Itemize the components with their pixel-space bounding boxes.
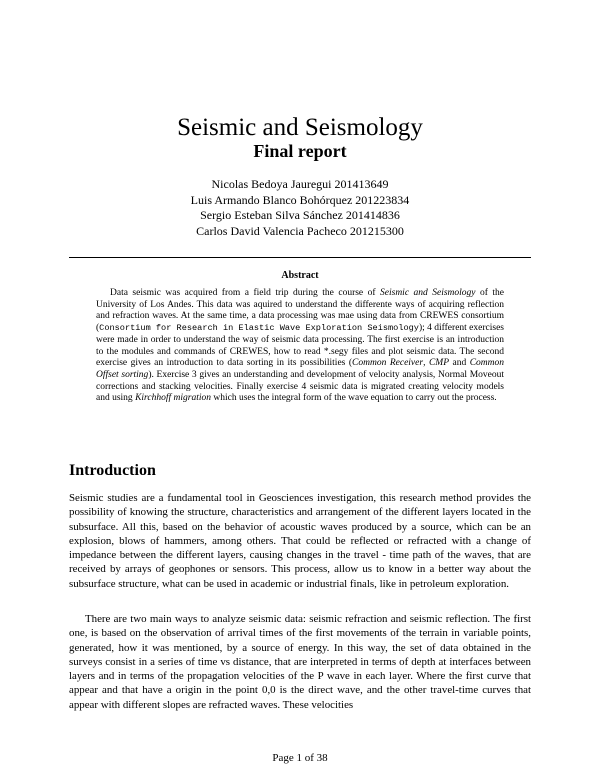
paragraph: There are two main ways to analyze seismic data: seismic refraction and seismic reflection. The first one, is based on the observation of arrival times of the first movements of the terrain in variable points, generated, how it was mentioned, by a source of energy. In this way, the set of data obtained in the surveys consist in a series of time vs distance, that are interpreted in terms of depth at interfaces between layers and in terms of the propagation velocities of the P wave in each layer. Where the first curve that appear and that have a origin in the point 0,0 is the direct wave, and the other travel-time curves that appear with different slopes are refracted waves. These velocities bbox=[69, 613, 531, 711]
abstract-fragment: which uses the integral form of the wave equation to carry out the process. bbox=[210, 393, 497, 404]
author-line: Nicolas Bedoya Jauregui 201413649 bbox=[211, 177, 389, 191]
abstract-fragment: , bbox=[423, 358, 429, 369]
sorting-term: Common Receiver bbox=[352, 358, 424, 369]
abstract-fragment: ); 4 different exercises were made in order to understand the way of seismic data processing. The first exercise is an introduction to the modules and commands of CREWES, how to read *.segy files and plot seismic data. The second exercise gives an introduction to data sorting in its possibilities ( bbox=[96, 323, 504, 369]
paper-title: Seismic and Seismology bbox=[177, 114, 423, 141]
sorting-term: Common Offset sorting bbox=[96, 358, 505, 380]
section-heading: Introduction bbox=[69, 462, 156, 479]
author-line: Luis Armando Blanco Bohórquez 201223834 bbox=[190, 192, 410, 207]
paragraph: Seismic studies are a fundamental tool in Geosciences investigation, this research method provides the possibility of knowing the structure, characteristics and arrangement of the different layers located in the subsurface. All this, based on the behavior of acoustic waves produced by a source, which can be an explosion, blows of hammers, among others. That could be reflected or refracted with a change of impedance between the different layers, causing changes in the travel - time path of the waves, that are received by arrays of geophones or sensors. This process, allow us to know in a better way about the subsurface structure, what can be used in academic or industrial finals, like in petroleum exploration. bbox=[69, 492, 531, 590]
migration-term: Kirchhoff migration bbox=[135, 393, 211, 404]
abstract-fragment: Data seismic was acquired from a field trip during the course of bbox=[110, 288, 381, 298]
abstract-fragment: and bbox=[449, 358, 470, 369]
abstract-fragment: of the University of Los Andes. This data was aquired to understand the differente ways of acquiring reflection and refraction waves. At the same time, a data processing was mae using data from CREWES consortium ( bbox=[96, 288, 504, 334]
author-list bbox=[0, 177, 600, 239]
course-name: Seismic and Seismology bbox=[380, 288, 476, 298]
abstract-heading: Abstract bbox=[281, 270, 319, 281]
horizontal-rule bbox=[69, 257, 531, 258]
abstract-text bbox=[96, 288, 504, 405]
sorting-term: CMP bbox=[428, 358, 449, 369]
author-line: Carlos David Valencia Pacheco 201215300 bbox=[196, 223, 404, 238]
author-line: Sergio Esteban Silva Sánchez 201414836 bbox=[200, 208, 400, 222]
page-number: Page 1 of 38 bbox=[272, 752, 328, 764]
paper-subtitle: Final report bbox=[253, 141, 347, 161]
consortium-name: Consortium for Research in Elastic Wave Exploration Seismology bbox=[99, 323, 419, 334]
abstract-fragment: ). Exercise 3 gives an understanding and development of velocity analysis, Normal Moveout corrections and stacking velocities. Finally exercise 4 seismic data is migrated creating velocity models and using bbox=[96, 369, 504, 404]
